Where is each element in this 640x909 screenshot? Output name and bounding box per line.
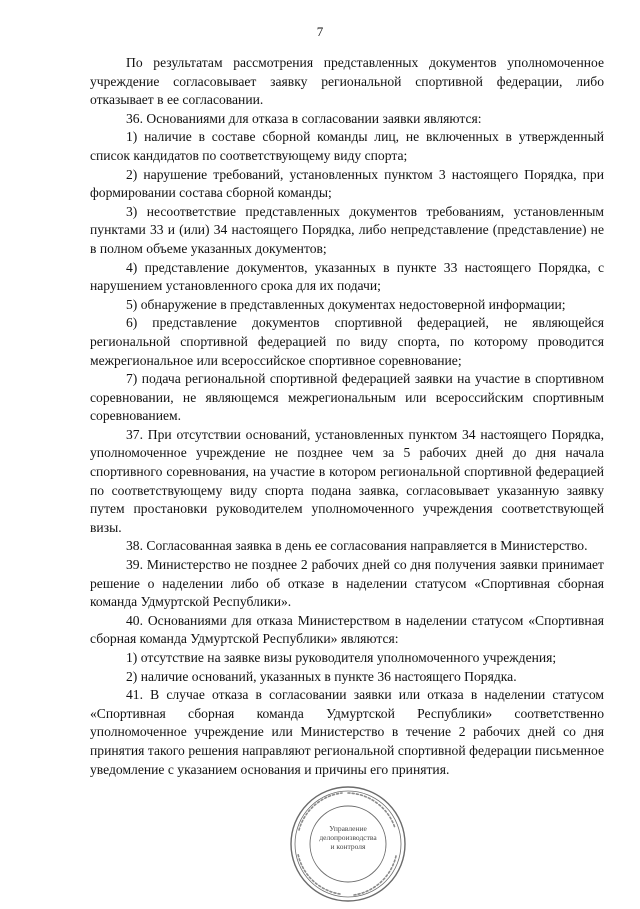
stamp-line: Управление <box>329 824 367 833</box>
paragraph: 1) наличие в составе сборной команды лиц, не включенных в утвержденный список кандидатов по соответствующему виду спорта; <box>90 129 604 163</box>
paragraph: 4) представление документов, указанных в пункте 33 настоящего Порядка, с нарушением установленного срока для их подачи; <box>90 259 604 294</box>
paragraph: По результатам рассмотрения представленных документов уполномоченное учреждение согласовывает заявку региональной спортивной федерации, либо отказывает в ее согласовании. <box>90 55 604 108</box>
paragraph: 1) отсутствие на заявке визы руководителя уполномоченного учреждения; <box>126 650 557 665</box>
stamp-line: делопроизводства <box>319 833 377 842</box>
paragraph: 3) несоответствие представленных документов требованиям, установленным пунктами 33 и (или) 34 настоящего Порядка, либо непредставление (представление) не в полном объеме указанных документов; <box>90 203 604 256</box>
paragraph: 2) наличие оснований, указанных в пункте 36 настоящего Порядка. <box>126 668 517 684</box>
stamp-center-text <box>312 824 384 851</box>
paragraph: 36. Основаниями для отказа в согласовании заявки являются: <box>126 110 482 126</box>
paragraph: 5) обнаружение в представленных документах недостоверной информации; <box>126 296 566 312</box>
paragraph: 37. При отсутствии оснований, установленных пунктом 34 настоящего Порядка, уполномоченное учреждение не позднее чем за 5 рабочих дней до дня начала спортивного соревнования, на участие в котором региональной спортивной федерацией по соответствующему виду спорта подана заявка, согласовывает указанную заявку путем простановки руководителем уполномоченного учреждения соответствующей визы. <box>90 426 604 535</box>
paragraph: 7) подача региональной спортивной федерацией заявки на участие в спортивном соревновании, не являющемся межрегиональным или всероссийским спортивным соревнованием. <box>90 371 604 424</box>
official-stamp <box>288 784 408 904</box>
stamp-line: и контроля <box>330 842 366 851</box>
paragraph: 38. Согласованная заявка в день ее согласования направляется в Министерство. <box>126 538 588 554</box>
paragraph: 2) нарушение требований, установленных пунктом 3 настоящего Порядка, при формировании состава сборной команды; <box>90 166 604 201</box>
paragraph: 40. Основаниями для отказа Министерством в наделении статусом «Спортивная сборная команда Удмуртской Республики» являются: <box>90 612 604 647</box>
paragraph: 39. Министерство не позднее 2 рабочих дней со дня получения заявки принимает решение о наделении либо об отказе в наделении статусом «Спортивная сборная команда Удмуртской Республики». <box>90 557 604 610</box>
paragraph: 41. В случае отказа в согласовании заявки или отказа в наделении статусом «Спортивная сборная команда Удмуртской Республики» соответственно уполномоченное учреждение или Министерство в течение 2 рабочих дней со дня принятия такого решения направляют региональной спортивной федерации письменное уведомление с указанием основания и причины его принятия. <box>90 687 604 777</box>
document-body <box>90 54 604 779</box>
page-number: 7 <box>316 24 324 39</box>
paragraph: 6) представление документов спортивной федерацией, не являющейся региональной спортивной федерацией по виду спорта, по которому проводится межрегиональное или всероссийское спортивное соревнование; <box>90 315 604 368</box>
